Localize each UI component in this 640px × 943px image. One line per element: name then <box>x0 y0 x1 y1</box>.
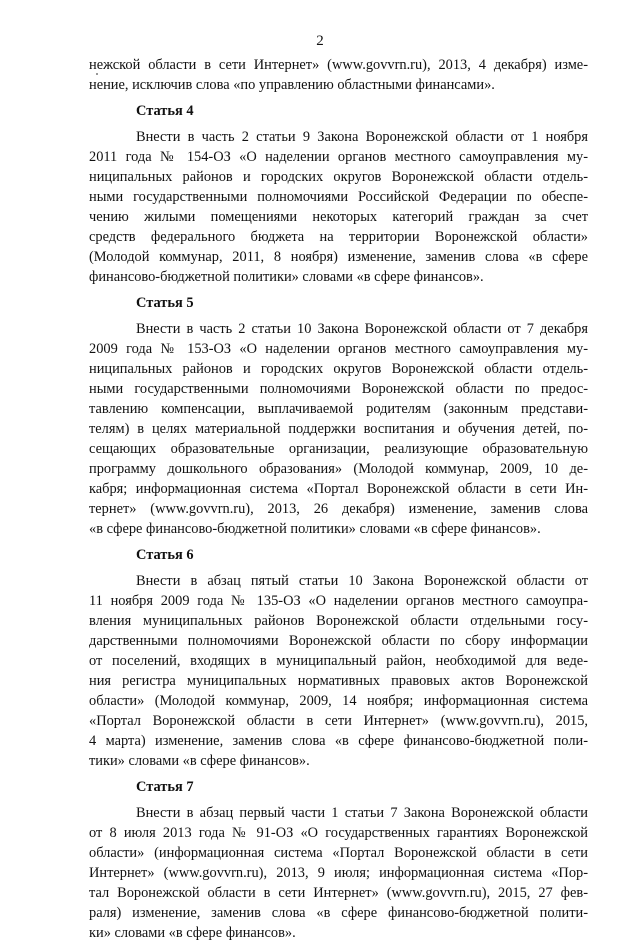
text-line: нение, исключив слова «по управлению областными финансами». <box>89 77 495 93</box>
text-line: нежской области в сети Интернет» (www.govvrn.ru), 2013, 4 декабря) изме- <box>89 57 588 73</box>
text-line: 11 ноября 2009 года № 135-ОЗ «О наделении органов местного самоупра- <box>89 593 588 609</box>
article-6 <box>89 545 588 771</box>
text-line: ния регистра муниципальных нормативных правовых актов Воронежской <box>89 673 588 689</box>
article-paragraph <box>89 571 588 771</box>
text-line: ки» словами «в сфере финансов». <box>89 925 296 941</box>
text-line: области» (информационная система «Портал Воронежской области в сети <box>89 845 588 861</box>
article-7 <box>89 777 588 943</box>
text-line: 4 марта) изменение, заменив слова «в сфере финансово-бюджетной поли- <box>89 733 588 749</box>
article-5 <box>89 293 588 539</box>
text-line: (Молодой коммунар, 2011, 8 ноября) изменение, заменив слова «в сфере <box>89 249 588 265</box>
article-heading: Статья 6 <box>136 547 194 563</box>
text-line: тернет» (www.govvrn.ru), 2013, 26 декабря) изменение, заменив слова <box>89 501 588 517</box>
text-line: «Портал Воронежской области в сети Интернет» (www.govvrn.ru), 2015, <box>89 713 588 729</box>
text-line: ными государственными полномочиями Воронежской области по предос- <box>89 381 588 397</box>
intro-paragraph <box>89 55 588 95</box>
document-body <box>89 55 588 943</box>
text-line: области» (Молодой коммунар, 2009, 14 ноября; информационная система <box>89 693 588 709</box>
page-number: 2 <box>316 33 324 49</box>
article-heading: Статья 5 <box>136 295 194 311</box>
text-line: ниципальных районов и городских округов Воронежской области отдель- <box>89 361 588 377</box>
text-line: «в сфере финансово-бюджетной политики» словами «в сфере финансов». <box>89 521 541 537</box>
text-line: Внести в абзац пятый статьи 10 Закона Воронежской области от <box>136 573 588 589</box>
text-line: Внести в часть 2 статьи 10 Закона Воронежской области от 7 декабря <box>136 321 588 337</box>
text-line: тавлению компенсации, выплачиваемой родителям (законным представи- <box>89 401 588 417</box>
text-line: тики» словами «в сфере финансов». <box>89 753 310 769</box>
text-line: вления муниципальных районов Воронежской области отдельными госу- <box>89 613 588 629</box>
text-line: раля) изменение, заменив слова «в сфере финансово-бюджетной полити- <box>89 905 588 921</box>
article-paragraph <box>89 127 588 287</box>
text-line: дарственными полномочиями Воронежской области по сбору информации <box>89 633 588 649</box>
text-line: ниципальных районов и городских округов Воронежской области отдель- <box>89 169 588 185</box>
article-heading: Статья 7 <box>136 779 194 795</box>
article-4 <box>89 101 588 287</box>
text-line: Внести в часть 2 статьи 9 Закона Воронежской области от 1 ноября <box>136 129 588 145</box>
article-paragraph <box>89 803 588 943</box>
text-line: сещающих образовательные организации, реализующие образовательную <box>89 441 588 457</box>
text-line: программу дошкольного образования» (Молодой коммунар, 2009, 10 де- <box>89 461 588 477</box>
text-line: средств федерального бюджета на территории Воронежской области» <box>89 229 588 245</box>
text-line: от 8 июля 2013 года № 91-ОЗ «О государственных гарантиях Воронежской <box>89 825 588 841</box>
text-line: телям) в целях материальной поддержки воспитания и обучения детей, по- <box>89 421 588 437</box>
article-heading: Статья 4 <box>136 103 194 119</box>
article-paragraph <box>89 319 588 539</box>
text-line: чению жилыми помещениями некоторых категорий граждан за счет <box>89 209 588 225</box>
text-line: 2011 года № 154-ОЗ «О наделении органов местного самоуправления му- <box>89 149 588 165</box>
text-line: тал Воронежской области в сети Интернет» (www.govvrn.ru), 2015, 27 фев- <box>89 885 588 901</box>
text-line: Внести в абзац первый части 1 статьи 7 Закона Воронежской области <box>136 805 588 821</box>
text-line: Интернет» (www.govvrn.ru), 2013, 9 июля; информационная система «Пор- <box>89 865 588 881</box>
text-line: кабря; информационная система «Портал Воронежской области в сети Ин- <box>89 481 588 497</box>
text-line: ными государственными полномочиями Российской Федерации по обеспе- <box>89 189 588 205</box>
text-line: финансово-бюджетной политики» словами «в сфере финансов». <box>89 269 484 285</box>
text-line: от поселений, входящих в муниципальный район, необходимой для веде- <box>89 653 588 669</box>
text-line: 2009 года № 153-ОЗ «О наделении органов местного самоуправления му- <box>89 341 588 357</box>
